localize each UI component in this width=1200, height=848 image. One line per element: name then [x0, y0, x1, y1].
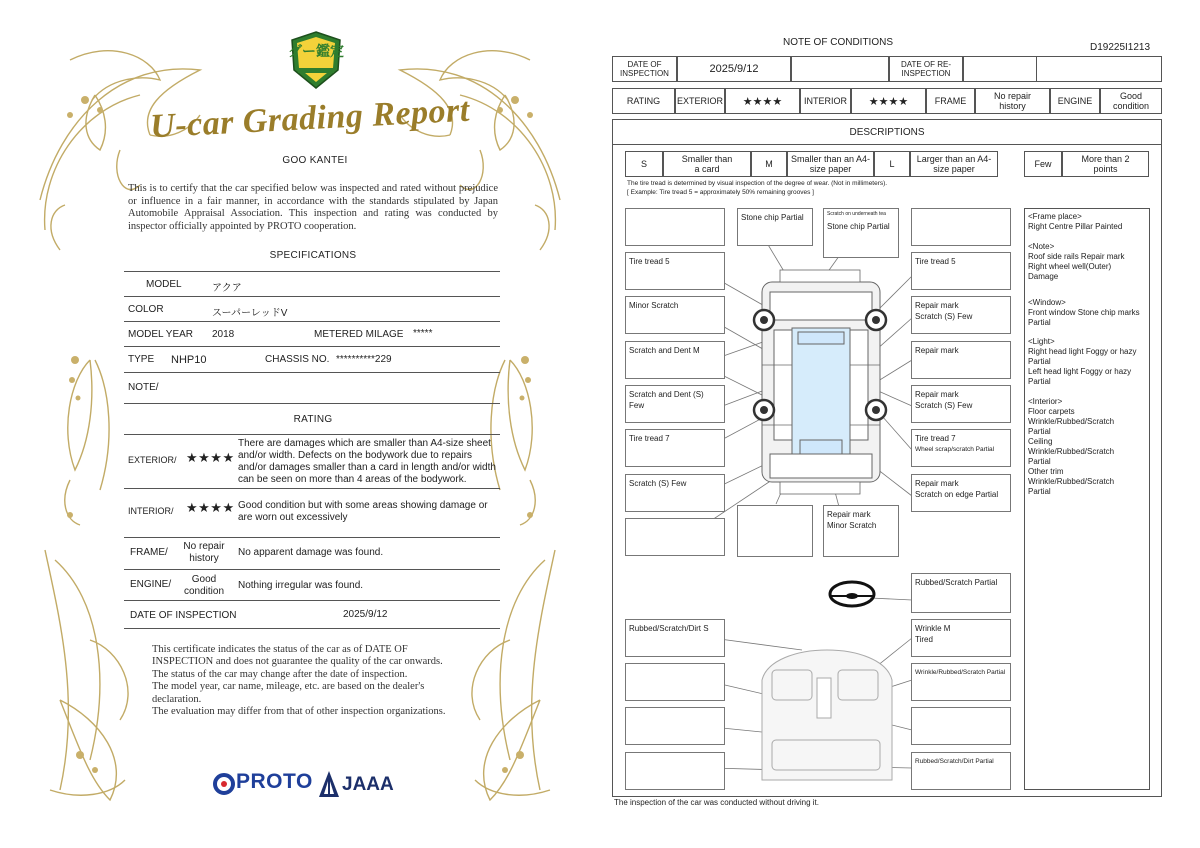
footer-line: This certificate indicates the status of the car as of DATE OF — [152, 644, 408, 655]
label-box: Repair mark Scratch on edge Partial — [911, 474, 1011, 512]
legend-m-desc: Smaller than an A4-size paper — [787, 151, 874, 177]
legend-s-desc: Smaller than a card — [663, 151, 751, 177]
goo-kantei-badge — [288, 30, 344, 92]
label-box-tire — [911, 429, 1011, 467]
type-value: NHP10 — [171, 354, 207, 366]
footer-line: The evaluation may differ from that of other inspection organizations. — [152, 706, 446, 718]
frame-description: No apparent damage was found. — [238, 547, 384, 558]
label-box: Scratch (S) Few — [625, 474, 725, 512]
exterior-description: There are damages which are smaller than A4-size sheet and/or width. Defects on the bodywork due to repairs and/or damages smaller than a card in length and/or width can be seen on more than 4 areas of the bodywork. — [238, 438, 496, 485]
note-of-conditions — [600, 0, 1200, 848]
description-item: <Light> Right head light Foggy or hazy Partial Left head light Foggy or hazy Partial — [1028, 337, 1137, 386]
interior-label: INTERIOR/ — [128, 506, 174, 516]
frame-value: No repair history — [975, 88, 1050, 114]
label-box — [625, 663, 725, 701]
report-subtitle: GOO KANTEI — [282, 155, 348, 166]
legend-l-desc: Larger than an A4-size paper — [910, 151, 998, 177]
empty-cell — [791, 56, 889, 82]
label-box: Tire tread 5 — [625, 252, 725, 290]
label-box — [625, 518, 725, 556]
rating-label: RATING — [612, 88, 675, 114]
legend-few: Few — [1024, 151, 1062, 177]
divider — [124, 271, 500, 272]
report-title: U-car Grading Report — [149, 91, 471, 146]
label-box-underneath — [823, 208, 899, 258]
engine-value: Good condition — [1100, 88, 1162, 114]
chassis-value: **********229 — [336, 354, 392, 365]
divider — [124, 628, 500, 629]
label-box — [737, 505, 813, 557]
legend-l: L — [874, 151, 910, 177]
label-box: Rubbed/Scratch/Dirt S — [625, 619, 725, 657]
label-box: Repair mark — [911, 341, 1011, 379]
jaaa-logo-icon — [318, 770, 340, 798]
descriptions-list — [1024, 208, 1150, 790]
label-box: Repair mark Minor Scratch — [823, 505, 899, 557]
note-label: NOTE/ — [128, 382, 159, 393]
label-box: Rubbed/Scratch/Dirt Partial — [911, 752, 1011, 790]
rating-heading: RATING — [293, 414, 333, 425]
frame-label: FRAME/ — [130, 547, 168, 558]
exterior-stars: ★★★★ — [186, 450, 235, 465]
date-of-inspection-label: DATE OF INSPECTION — [130, 610, 237, 621]
legend-m: M — [751, 151, 787, 177]
description-item: <Interior> Floor carpets Wrinkle/Rubbed/Scratch Partial Ceiling Wrinkle/Rubbed/Scratch Partial Other trim Wrinkle/Rubbed/Scratch Partial — [1028, 396, 1115, 496]
divider — [124, 372, 500, 373]
interior-stars: ★★★★ — [851, 88, 926, 114]
wheel-scrap-label: Wheel scrap/scratch Partial — [915, 446, 995, 453]
footer-line: The model year, car name, mileage, etc. are based on the dealer's — [152, 681, 425, 693]
label-box: Wrinkle/Rubbed/Scratch Partial — [911, 663, 1011, 701]
footer-line: INSPECTION and does not guarantee the quality of the car onwards. — [152, 656, 443, 668]
interior-description: Good condition but with some areas showing damage or are worn out excessively — [238, 500, 488, 523]
label-box — [625, 752, 725, 790]
divider — [124, 569, 500, 570]
tire-tread-label: Tire tread 7 — [915, 434, 956, 443]
divider — [124, 600, 500, 601]
certificate-intro: This is to certify that the car specified below was inspected and rated without prejudice or influence in a fair manner, in accordance with the standards stipulated by Japan Automobile Appraisal Association. This inspection and rating was conducted by inspector officially appointed by PROTO cooperation. — [128, 183, 498, 232]
description-item: <Note> Roof side rails Repair mark Right wheel well(Outer) Damage — [1028, 241, 1125, 281]
type-label: TYPE — [128, 354, 155, 365]
tread-note-example: [ Example: Tire tread 5 = approximately 50% remaining grooves ] — [627, 189, 814, 196]
color-value: スーパーレッドV — [212, 308, 288, 319]
engine-label: ENGINE/ — [130, 579, 172, 590]
label-box: Scratch and Dent M — [625, 341, 725, 379]
divider — [124, 346, 500, 347]
divider — [124, 488, 500, 489]
exterior-stars: ★★★★ — [725, 88, 800, 114]
underneath-label: Stone chip Partial — [827, 222, 890, 231]
badge-text: グー鑑定 — [288, 44, 344, 60]
label-box: Stone chip Partial — [737, 208, 813, 246]
specifications-heading: SPECIFICATIONS — [269, 250, 357, 261]
underneath-note: Scratch on underneath tea — [827, 211, 886, 217]
label-box — [911, 707, 1011, 745]
exterior-label: EXTERIOR — [675, 88, 725, 114]
model-year-value: 2018 — [212, 329, 235, 340]
label-box — [625, 707, 725, 745]
exterior-label: EXTERIOR/ — [128, 455, 177, 465]
model-value: アクア — [212, 283, 242, 294]
label-box: Rubbed/Scratch Partial — [911, 573, 1011, 613]
legend-s: S — [625, 151, 663, 177]
label-box: Minor Scratch — [625, 296, 725, 334]
description-item: <Window> Front window Stone chip marks Partial — [1028, 297, 1140, 327]
metered-mileage-label: METERED MILAGE — [314, 329, 404, 340]
divider — [124, 434, 500, 435]
label-box — [625, 208, 725, 246]
label-box: Tire tread 5 — [911, 252, 1011, 290]
engine-label: ENGINE — [1050, 88, 1100, 114]
jaaa-logo-text: JAAA — [342, 774, 394, 795]
reinspection-label: DATE OF RE-INSPECTION — [889, 56, 963, 82]
label-box: Repair mark Scratch (S) Few — [911, 296, 1011, 334]
description-item: <Frame place> Right Centre Pillar Painted — [1028, 212, 1123, 231]
divider — [124, 321, 500, 322]
note-footer: The inspection of the car was conducted without driving it. — [614, 798, 819, 807]
proto-logo-text: PROTO — [236, 770, 313, 793]
divider — [124, 296, 500, 297]
label-box: Repair mark Scratch (S) Few — [911, 385, 1011, 423]
frame-label: FRAME — [926, 88, 975, 114]
interior-label: INTERIOR — [800, 88, 851, 114]
descriptions-heading: DESCRIPTIONS — [612, 119, 1162, 145]
metered-mileage-value: ***** — [413, 328, 433, 339]
model-label: MODEL — [146, 279, 182, 290]
chassis-label: CHASSIS NO. — [265, 354, 330, 365]
note-title: NOTE OF CONDITIONS — [783, 37, 893, 48]
interior-stars: ★★★★ — [186, 500, 235, 515]
divider — [124, 537, 500, 538]
date-of-inspection-value: 2025/9/12 — [677, 56, 791, 82]
engine-description: Nothing irregular was found. — [238, 580, 364, 591]
date-of-inspection-label: DATE OF INSPECTION — [612, 56, 677, 82]
color-label: COLOR — [128, 304, 164, 315]
divider — [124, 403, 500, 404]
footer-line: The status of the car may change after the date of inspection. — [152, 668, 408, 680]
engine-value: Good condition — [183, 574, 225, 597]
document-id: D19225I1213 — [1090, 42, 1151, 53]
label-box: Wrinkle M Tired — [911, 619, 1011, 657]
label-box: Scratch and Dent (S) Few — [625, 385, 725, 423]
legend-few-desc: More than 2 points — [1062, 151, 1149, 177]
empty-cell — [963, 56, 1037, 82]
label-box: Tire tread 7 — [625, 429, 725, 467]
certificate-footer — [152, 644, 482, 718]
steering-wheel-icon — [830, 582, 874, 606]
footer-line: declaration. — [152, 693, 202, 705]
proto-logo-icon — [212, 772, 236, 796]
frame-value: No repair history — [183, 541, 225, 564]
date-of-inspection-value: 2025/9/12 — [343, 609, 388, 620]
label-box — [911, 208, 1011, 246]
tread-note: The tire tread is determined by visual inspection of the degree of wear. (Not in millimeters). — [627, 180, 888, 187]
model-year-label: MODEL YEAR — [128, 329, 194, 340]
